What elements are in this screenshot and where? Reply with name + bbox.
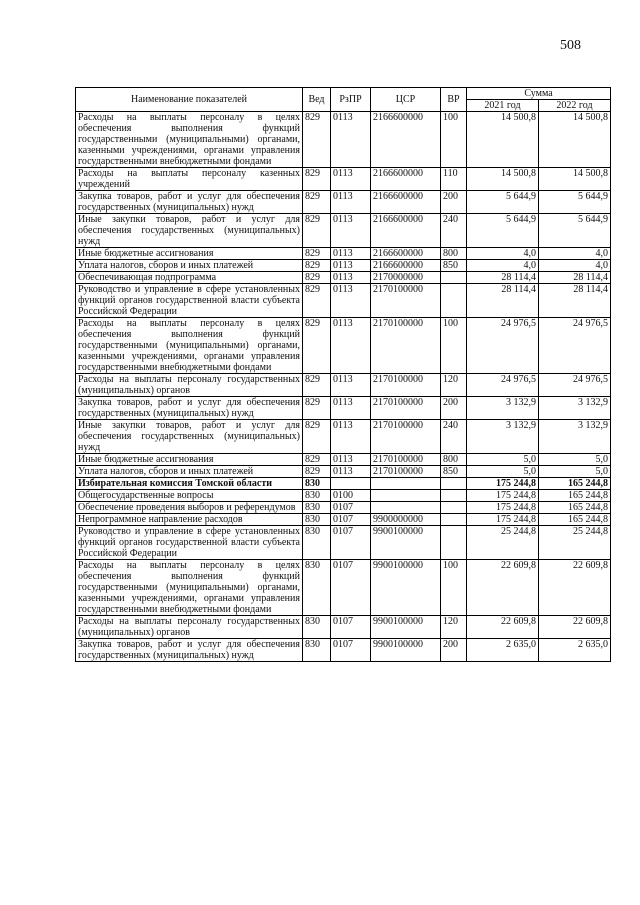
cell-ved: 829 xyxy=(303,397,331,420)
cell-csr: 2170100000 xyxy=(371,374,441,397)
cell-name: Иные закупки товаров, работ и услуг для обеспечения государственных (муниципальных) нужд xyxy=(76,214,303,248)
cell-csr: 2170100000 xyxy=(371,284,441,318)
cell-ved: 830 xyxy=(303,478,331,490)
cell-name: Расходы на выплаты персоналу государственных (муниципальных) органов xyxy=(76,616,303,639)
cell-name: Расходы на выплаты персоналу государственных (муниципальных) органов xyxy=(76,374,303,397)
table-row xyxy=(76,490,611,502)
cell-2022: 165 244,8 xyxy=(539,478,611,490)
cell-csr: 9900100000 xyxy=(371,560,441,616)
col-header-ved: Вед xyxy=(303,88,331,112)
cell-name: Руководство и управление в сфере установленных функций органов государственной власти субъекта Российской Федерации xyxy=(76,284,303,318)
cell-csr: 9900100000 xyxy=(371,616,441,639)
cell-2021: 4,0 xyxy=(467,248,539,260)
cell-2022: 22 609,8 xyxy=(539,560,611,616)
table-row xyxy=(76,502,611,514)
cell-2022: 5,0 xyxy=(539,454,611,466)
cell-name: Закупка товаров, работ и услуг для обеспечения государственных (муниципальных) нужд xyxy=(76,191,303,214)
cell-2021: 3 132,9 xyxy=(467,397,539,420)
cell-2021: 5 644,9 xyxy=(467,191,539,214)
cell-csr: 9900000000 xyxy=(371,514,441,526)
cell-csr: 9900100000 xyxy=(371,639,441,662)
cell-ved: 830 xyxy=(303,639,331,662)
cell-csr: 2166600000 xyxy=(371,191,441,214)
cell-vr: 110 xyxy=(441,168,467,191)
cell-name: Закупка товаров, работ и услуг для обеспечения государственных (муниципальных) нужд xyxy=(76,397,303,420)
cell-vr: 800 xyxy=(441,454,467,466)
cell-2022: 5,0 xyxy=(539,466,611,478)
cell-name: Иные бюджетные ассигнования xyxy=(76,248,303,260)
table-row xyxy=(76,639,611,662)
cell-vr xyxy=(441,478,467,490)
cell-vr: 240 xyxy=(441,420,467,454)
col-header-2021: 2021 год xyxy=(467,100,539,112)
col-header-name: Наименование показателей xyxy=(76,88,303,112)
cell-ved: 829 xyxy=(303,191,331,214)
cell-ved: 829 xyxy=(303,260,331,272)
cell-vr xyxy=(441,490,467,502)
col-header-csr: ЦСР xyxy=(371,88,441,112)
cell-ved: 830 xyxy=(303,502,331,514)
cell-rzpr: 0113 xyxy=(331,112,371,168)
table-row xyxy=(76,616,611,639)
table-row xyxy=(76,397,611,420)
cell-2022: 28 114,4 xyxy=(539,272,611,284)
cell-ved: 829 xyxy=(303,214,331,248)
table-row xyxy=(76,466,611,478)
cell-vr: 850 xyxy=(441,466,467,478)
cell-vr: 100 xyxy=(441,318,467,374)
cell-2022: 25 244,8 xyxy=(539,526,611,560)
cell-ved: 830 xyxy=(303,526,331,560)
cell-2021: 175 244,8 xyxy=(467,514,539,526)
cell-name: Общегосударственные вопросы xyxy=(76,490,303,502)
cell-2021: 24 976,5 xyxy=(467,374,539,397)
cell-name: Обеспечение проведения выборов и референдумов xyxy=(76,502,303,514)
cell-rzpr: 0113 xyxy=(331,248,371,260)
table-body xyxy=(76,112,611,662)
table-row xyxy=(76,214,611,248)
cell-2021: 28 114,4 xyxy=(467,284,539,318)
cell-name: Обеспечивающая подпрограмма xyxy=(76,272,303,284)
cell-2021: 14 500,8 xyxy=(467,112,539,168)
table-row xyxy=(76,284,611,318)
cell-2021: 175 244,8 xyxy=(467,502,539,514)
table-row xyxy=(76,420,611,454)
col-header-rzpr: РзПР xyxy=(331,88,371,112)
cell-vr: 850 xyxy=(441,260,467,272)
cell-name: Закупка товаров, работ и услуг для обеспечения государственных (муниципальных) нужд xyxy=(76,639,303,662)
cell-vr: 200 xyxy=(441,191,467,214)
table-row xyxy=(76,454,611,466)
cell-ved: 830 xyxy=(303,514,331,526)
cell-2022: 24 976,5 xyxy=(539,318,611,374)
cell-vr: 200 xyxy=(441,639,467,662)
cell-name: Иные закупки товаров, работ и услуг для обеспечения государственных (муниципальных) нужд xyxy=(76,420,303,454)
budget-table xyxy=(75,87,611,662)
table-row xyxy=(76,318,611,374)
cell-vr xyxy=(441,514,467,526)
table-row xyxy=(76,248,611,260)
cell-csr: 2166600000 xyxy=(371,260,441,272)
table-row xyxy=(76,374,611,397)
cell-vr: 120 xyxy=(441,374,467,397)
cell-ved: 829 xyxy=(303,272,331,284)
cell-vr xyxy=(441,502,467,514)
cell-ved: 829 xyxy=(303,374,331,397)
cell-rzpr: 0113 xyxy=(331,272,371,284)
cell-2022: 3 132,9 xyxy=(539,420,611,454)
cell-vr: 800 xyxy=(441,248,467,260)
cell-csr xyxy=(371,478,441,490)
table-row xyxy=(76,478,611,490)
cell-ved: 829 xyxy=(303,168,331,191)
cell-2022: 14 500,8 xyxy=(539,168,611,191)
cell-2021: 25 244,8 xyxy=(467,526,539,560)
cell-csr: 2166600000 xyxy=(371,248,441,260)
table-row xyxy=(76,112,611,168)
cell-vr xyxy=(441,272,467,284)
cell-csr: 2166600000 xyxy=(371,168,441,191)
cell-rzpr: 0107 xyxy=(331,514,371,526)
cell-ved: 829 xyxy=(303,248,331,260)
table-row xyxy=(76,191,611,214)
cell-csr: 2170000000 xyxy=(371,272,441,284)
cell-2021: 14 500,8 xyxy=(467,168,539,191)
cell-ved: 829 xyxy=(303,112,331,168)
cell-2021: 5 644,9 xyxy=(467,214,539,248)
cell-vr xyxy=(441,284,467,318)
cell-name: Уплата налогов, сборов и иных платежей xyxy=(76,260,303,272)
table-header xyxy=(76,88,611,112)
cell-ved: 830 xyxy=(303,560,331,616)
cell-2021: 2 635,0 xyxy=(467,639,539,662)
cell-2022: 165 244,8 xyxy=(539,502,611,514)
cell-rzpr: 0113 xyxy=(331,454,371,466)
cell-2022: 4,0 xyxy=(539,248,611,260)
cell-2021: 175 244,8 xyxy=(467,490,539,502)
table-row xyxy=(76,526,611,560)
table-row xyxy=(76,260,611,272)
cell-2021: 5,0 xyxy=(467,454,539,466)
cell-name: Расходы на выплаты персоналу в целях обеспечения выполнения функций государственными (муниципальными) органами, казенными учреждениями, органами управления государственными внебюджетными фондами xyxy=(76,112,303,168)
cell-csr: 2170100000 xyxy=(371,318,441,374)
cell-name: Уплата налогов, сборов и иных платежей xyxy=(76,466,303,478)
cell-rzpr: 0107 xyxy=(331,502,371,514)
cell-name: Руководство и управление в сфере установленных функций органов государственной власти субъекта Российской Федерации xyxy=(76,526,303,560)
cell-vr: 120 xyxy=(441,616,467,639)
cell-name: Расходы на выплаты персоналу в целях обеспечения выполнения функций государственными (муниципальными) органами, казенными учреждениями, органами управления государственными внебюджетными фондами xyxy=(76,318,303,374)
cell-rzpr: 0107 xyxy=(331,560,371,616)
cell-2021: 5,0 xyxy=(467,466,539,478)
cell-rzpr: 0113 xyxy=(331,214,371,248)
cell-2022: 3 132,9 xyxy=(539,397,611,420)
cell-2021: 3 132,9 xyxy=(467,420,539,454)
cell-vr: 240 xyxy=(441,214,467,248)
cell-ved: 830 xyxy=(303,490,331,502)
cell-2022: 5 644,9 xyxy=(539,214,611,248)
cell-name: Расходы на выплаты персоналу казенных учреждений xyxy=(76,168,303,191)
cell-ved: 829 xyxy=(303,466,331,478)
cell-2022: 24 976,5 xyxy=(539,374,611,397)
cell-ved: 829 xyxy=(303,284,331,318)
cell-csr: 9900100000 xyxy=(371,526,441,560)
col-header-2022: 2022 год xyxy=(539,100,611,112)
cell-2021: 175 244,8 xyxy=(467,478,539,490)
cell-2021: 24 976,5 xyxy=(467,318,539,374)
cell-csr xyxy=(371,502,441,514)
cell-rzpr: 0113 xyxy=(331,260,371,272)
table-row xyxy=(76,514,611,526)
cell-2021: 28 114,4 xyxy=(467,272,539,284)
cell-rzpr: 0113 xyxy=(331,191,371,214)
cell-rzpr: 0113 xyxy=(331,397,371,420)
cell-2022: 5 644,9 xyxy=(539,191,611,214)
cell-2022: 2 635,0 xyxy=(539,639,611,662)
cell-vr: 200 xyxy=(441,397,467,420)
cell-ved: 830 xyxy=(303,616,331,639)
cell-ved: 829 xyxy=(303,318,331,374)
page-number: 508 xyxy=(560,38,581,53)
cell-ved: 829 xyxy=(303,420,331,454)
cell-name: Иные бюджетные ассигнования xyxy=(76,454,303,466)
table-row xyxy=(76,168,611,191)
cell-2022: 28 114,4 xyxy=(539,284,611,318)
cell-vr: 100 xyxy=(441,560,467,616)
cell-rzpr: 0113 xyxy=(331,420,371,454)
cell-csr: 2170100000 xyxy=(371,454,441,466)
cell-vr: 100 xyxy=(441,112,467,168)
cell-rzpr: 0107 xyxy=(331,526,371,560)
cell-rzpr: 0113 xyxy=(331,284,371,318)
table-row xyxy=(76,560,611,616)
cell-csr: 2170100000 xyxy=(371,420,441,454)
cell-2022: 14 500,8 xyxy=(539,112,611,168)
cell-csr xyxy=(371,490,441,502)
cell-name: Избирательная комиссия Томской области xyxy=(76,478,303,490)
col-header-sum: Сумма xyxy=(467,88,611,100)
cell-2022: 22 609,8 xyxy=(539,616,611,639)
cell-2022: 4,0 xyxy=(539,260,611,272)
cell-ved: 829 xyxy=(303,454,331,466)
cell-name: Непрограммное направление расходов xyxy=(76,514,303,526)
cell-csr: 2170100000 xyxy=(371,397,441,420)
cell-2021: 4,0 xyxy=(467,260,539,272)
cell-rzpr: 0113 xyxy=(331,168,371,191)
cell-rzpr: 0100 xyxy=(331,490,371,502)
cell-rzpr: 0113 xyxy=(331,466,371,478)
cell-2022: 165 244,8 xyxy=(539,490,611,502)
cell-rzpr: 0107 xyxy=(331,639,371,662)
cell-rzpr: 0107 xyxy=(331,616,371,639)
cell-rzpr xyxy=(331,478,371,490)
cell-2021: 22 609,8 xyxy=(467,560,539,616)
cell-csr: 2170100000 xyxy=(371,466,441,478)
cell-rzpr: 0113 xyxy=(331,318,371,374)
col-header-vr: ВР xyxy=(441,88,467,112)
cell-2021: 22 609,8 xyxy=(467,616,539,639)
cell-vr xyxy=(441,526,467,560)
table-row xyxy=(76,272,611,284)
cell-csr: 2166600000 xyxy=(371,112,441,168)
cell-2022: 165 244,8 xyxy=(539,514,611,526)
cell-csr: 2166600000 xyxy=(371,214,441,248)
cell-rzpr: 0113 xyxy=(331,374,371,397)
cell-name: Расходы на выплаты персоналу в целях обеспечения выполнения функций государственными (муниципальными) органами, казенными учреждениями, органами управления государственными внебюджетными фондами xyxy=(76,560,303,616)
